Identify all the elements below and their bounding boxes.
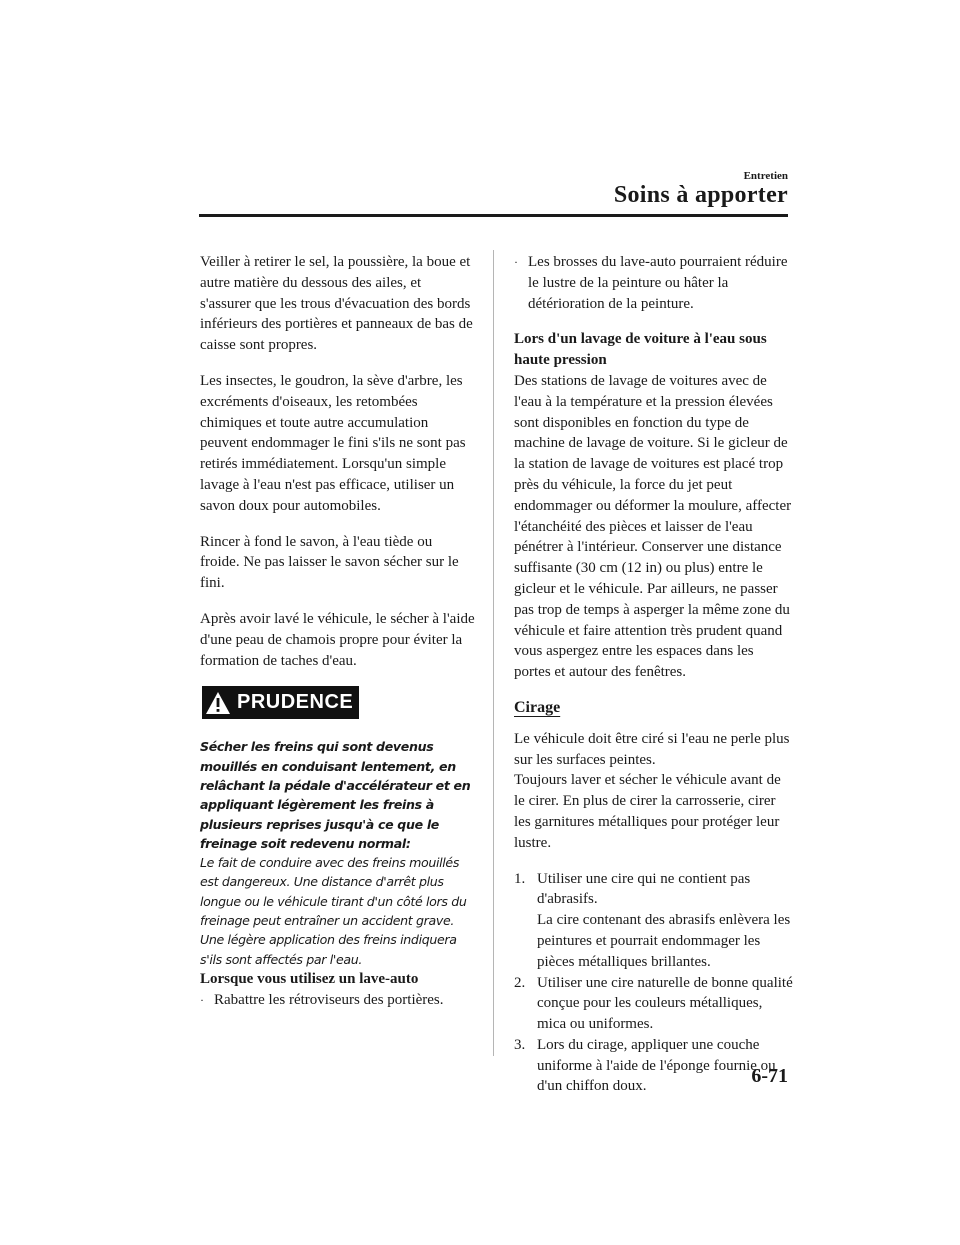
step-text: Lors du cirage, appliquer une couche uniforme à l'aide de l'éponge fournie ou d'un chiffon doux. [537, 1036, 776, 1095]
caution-text [200, 737, 475, 969]
paragraph-underbody: Veiller à retirer le sel, la poussière, la boue et autre matière du dessous des ailes, et s'assurer que les trous d'évacuation des bords inférieurs des portières et panneaux de bas de caisse sont propres. [200, 254, 473, 354]
page-number: 6-71 [751, 1065, 788, 1087]
high-pressure-heading: Lors d'un lavage de voiture à l'eau sous haute pression [514, 331, 767, 369]
bullet-brushes: · Les brosses du lave-auto pourraient réduire le lustre de la peinture ou hâter la détérioration de la peinture. [514, 254, 788, 312]
paragraph-waxing-when: Le véhicule doit être ciré si l'eau ne perle plus sur les surfaces peintes. [514, 730, 790, 768]
paragraph-waxing-how: Toujours laver et sécher le véhicule avant de le cirer. En plus de cirer la carrosserie, cirer les garnitures métalliques pour protéger leur lustre. [514, 772, 781, 851]
bullet-mirrors: · Rabattre les rétroviseurs des portières. [200, 990, 475, 1011]
caution-box [200, 686, 475, 719]
section-name: Entretien [743, 170, 788, 182]
column-divider [493, 250, 494, 1056]
step-number: 2. [514, 974, 526, 991]
step-number: 1. [514, 870, 526, 887]
bullet-icon: · [200, 992, 204, 1007]
right-column [514, 252, 794, 1097]
step-note: La cire contenant des abrasifs enlèvera les peintures et pourrait endommager les pièces métalliques brillantes. [537, 912, 791, 970]
paragraph-dry: Après avoir lavé le véhicule, le sécher à l'aide d'une peau de chamois propre pour éviter la formation de taches d'eau. [200, 610, 475, 669]
paragraph-rinse: Rincer à fond le savon, à l'eau tiède ou froide. Ne pas laisser le savon sécher sur le fini. [200, 533, 459, 592]
warning-triangle-icon [205, 691, 231, 715]
step-number: 3. [514, 1036, 526, 1053]
paragraph-high-pressure: Des stations de lavage de voitures avec de l'eau à la température et la pression élevées sont disponibles en fonction du type de machine de lavage de voiture. Si le gicleur de la station de lavage de voitures est placé trop près du véhicule, la force du jet peut endommager ou déformer la moulure, affecter l'étanchéité des pièces et laisser de l'eau pénétrer à l'intérieur. Conserver une distance suffisante (30 cm (12 in) ou plus) entre le gicleur et le véhicule. Par ailleurs, ne passer pas trop de temps à asperger la même zone du véhicule et faire attention très prudent quand vous aspergez entre les espaces dans les portes et autour des fenêtres. [514, 372, 792, 681]
step-text: Utiliser une cire qui ne contient pas d'abrasifs. [537, 870, 751, 908]
car-wash-heading: Lorsque vous utilisez un lave-auto [200, 970, 419, 987]
step-item [514, 869, 794, 973]
step-text: Utiliser une cire naturelle de bonne qualité conçue pour les couleurs métalliques, mica ou uniformes. [537, 974, 793, 1033]
waxing-heading: Cirage [514, 698, 561, 716]
caution-lead: Sécher les freins qui sont devenus mouillés en conduisant lentement, en relâchant la pédale d'accélérateur et en appliquant légèrement les freins à plusieurs reprises jusqu'à ce que le freinage soit redevenu normal: [200, 739, 471, 851]
left-column [200, 252, 475, 1011]
page-title: Soins à apporter [613, 182, 788, 208]
bullet-icon: · [514, 255, 518, 269]
paragraph-contaminants: Les insectes, le goudron, la sève d'arbre, les excréments d'oiseaux, les retombées chimiques et toute autre accumulation peuvent endommager le fini s'ils ne sont pas retirés immédiatement. Lorsqu'un simple lavage à l'eau n'est pas efficace, utiliser un savon doux pour automobiles. [200, 372, 466, 514]
waxing-steps [514, 869, 794, 1098]
caution-label: PRUDENCE [237, 691, 354, 714]
header-rule [199, 214, 788, 217]
caution-badge [202, 686, 359, 719]
caution-explanation: Le fait de conduire avec des freins mouillés est dangereux. Une distance d'arrêt plus longue ou le véhicule tirant d'un côté lors du freinage peut entraîner un accident grave. Une légère application des freins indiquera s'ils sont affectés par l'eau. [200, 855, 467, 967]
step-item [514, 973, 794, 1035]
